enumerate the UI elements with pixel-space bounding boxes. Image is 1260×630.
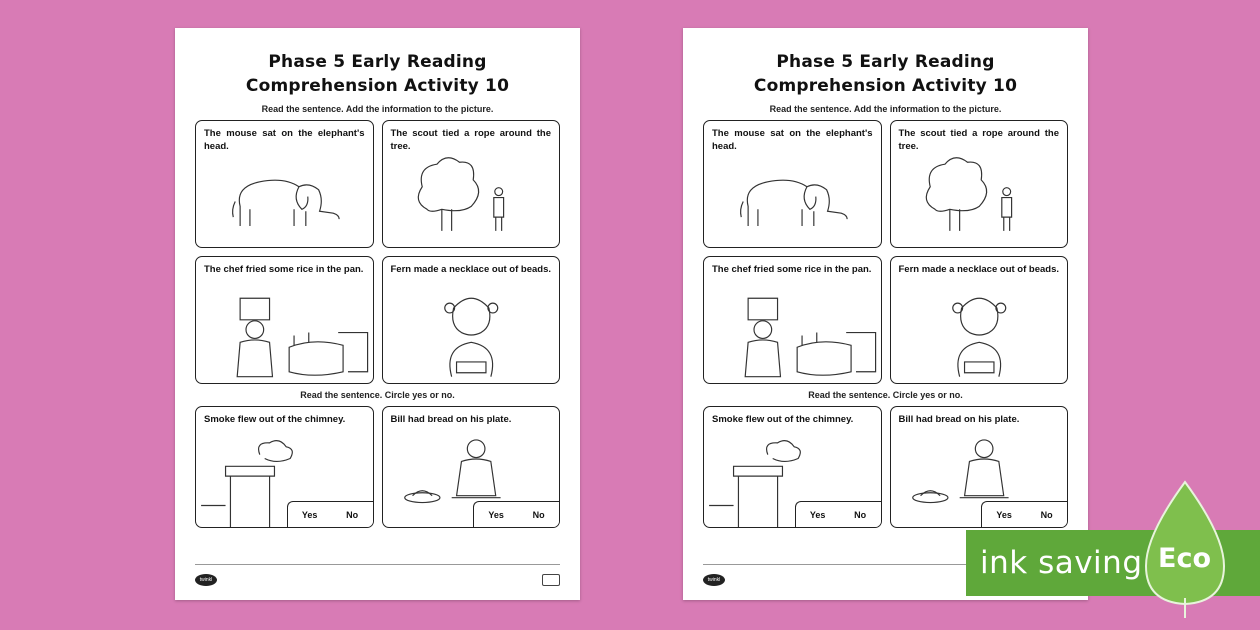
yes-no-answer (473, 501, 559, 527)
yes-option[interactable]: Yes (301, 509, 318, 520)
no-option[interactable]: No (854, 509, 867, 520)
girl-illustration (383, 287, 560, 383)
worksheet-title: Phase 5 Early Reading Comprehension Activity 10 (753, 52, 1018, 96)
instruction-top: Read the sentence. Add the information to the picture. (769, 104, 1002, 114)
ink-saving-label: ink saving (980, 545, 1143, 581)
publisher-icon (542, 574, 560, 586)
panel-sentence: Bill had bread on his plate. (898, 414, 1020, 425)
no-option[interactable]: No (346, 509, 359, 520)
panel-sentence: The chef fried some rice in the pan. (712, 264, 872, 275)
panel-chef (195, 256, 374, 384)
panel-sentence: Fern made a necklace out of beads. (390, 264, 551, 275)
worksheet-title: Phase 5 Early Reading Comprehension Activity 10 (245, 52, 510, 96)
panel-boy-plate (890, 406, 1069, 528)
yes-no-answer (981, 501, 1067, 527)
panel-elephant (703, 120, 882, 248)
panel-boy-plate (382, 406, 561, 528)
panel-chimney (195, 406, 374, 528)
girl-illustration (891, 287, 1068, 383)
yes-option[interactable]: Yes (996, 509, 1012, 520)
panel-sentence: The scout tied a rope around the tree. (898, 128, 1059, 152)
page-footer (195, 564, 560, 588)
panel-chef (703, 256, 882, 384)
panel-sentence: Smoke flew out of the chimney. (712, 414, 854, 425)
twinkl-logo: twinkl (703, 574, 725, 586)
twinkl-logo: twinkl (195, 574, 217, 586)
panel-sentence: The scout tied a rope around the tree. (390, 128, 551, 152)
tree-scout-illustration (383, 151, 560, 247)
no-option[interactable]: No (1040, 509, 1053, 520)
instruction-mid: Read the sentence. Circle yes or no. (808, 390, 963, 400)
panel-tree-scout (890, 120, 1069, 248)
eco-label: Eco (1158, 543, 1211, 574)
chef-illustration (704, 287, 881, 383)
panel-sentence: The mouse sat on the elephant's head. (712, 128, 873, 152)
panel-elephant (195, 120, 374, 248)
panel-sentence: Smoke flew out of the chimney. (204, 414, 346, 425)
panel-sentence: Fern made a necklace out of beads. (898, 264, 1059, 275)
worksheet-page-right (683, 28, 1088, 600)
yes-no-answer (287, 501, 373, 527)
chef-illustration (196, 287, 373, 383)
elephant-illustration (196, 151, 373, 247)
panel-chimney (703, 406, 882, 528)
yes-option[interactable]: Yes (809, 509, 826, 520)
panel-sentence: Bill had bread on his plate. (390, 414, 512, 425)
elephant-illustration (704, 151, 881, 247)
panel-sentence: The mouse sat on the elephant's head. (204, 128, 365, 152)
worksheet-page-left (175, 28, 580, 600)
yes-option[interactable]: Yes (488, 509, 504, 520)
tree-scout-illustration (891, 151, 1068, 247)
panel-tree-scout (382, 120, 561, 248)
panel-girl (890, 256, 1069, 384)
panel-girl (382, 256, 561, 384)
no-option[interactable]: No (532, 509, 545, 520)
instruction-top: Read the sentence. Add the information to the picture. (261, 104, 494, 114)
instruction-mid: Read the sentence. Circle yes or no. (300, 390, 455, 400)
yes-no-answer (795, 501, 881, 527)
panel-sentence: The chef fried some rice in the pan. (204, 264, 364, 275)
